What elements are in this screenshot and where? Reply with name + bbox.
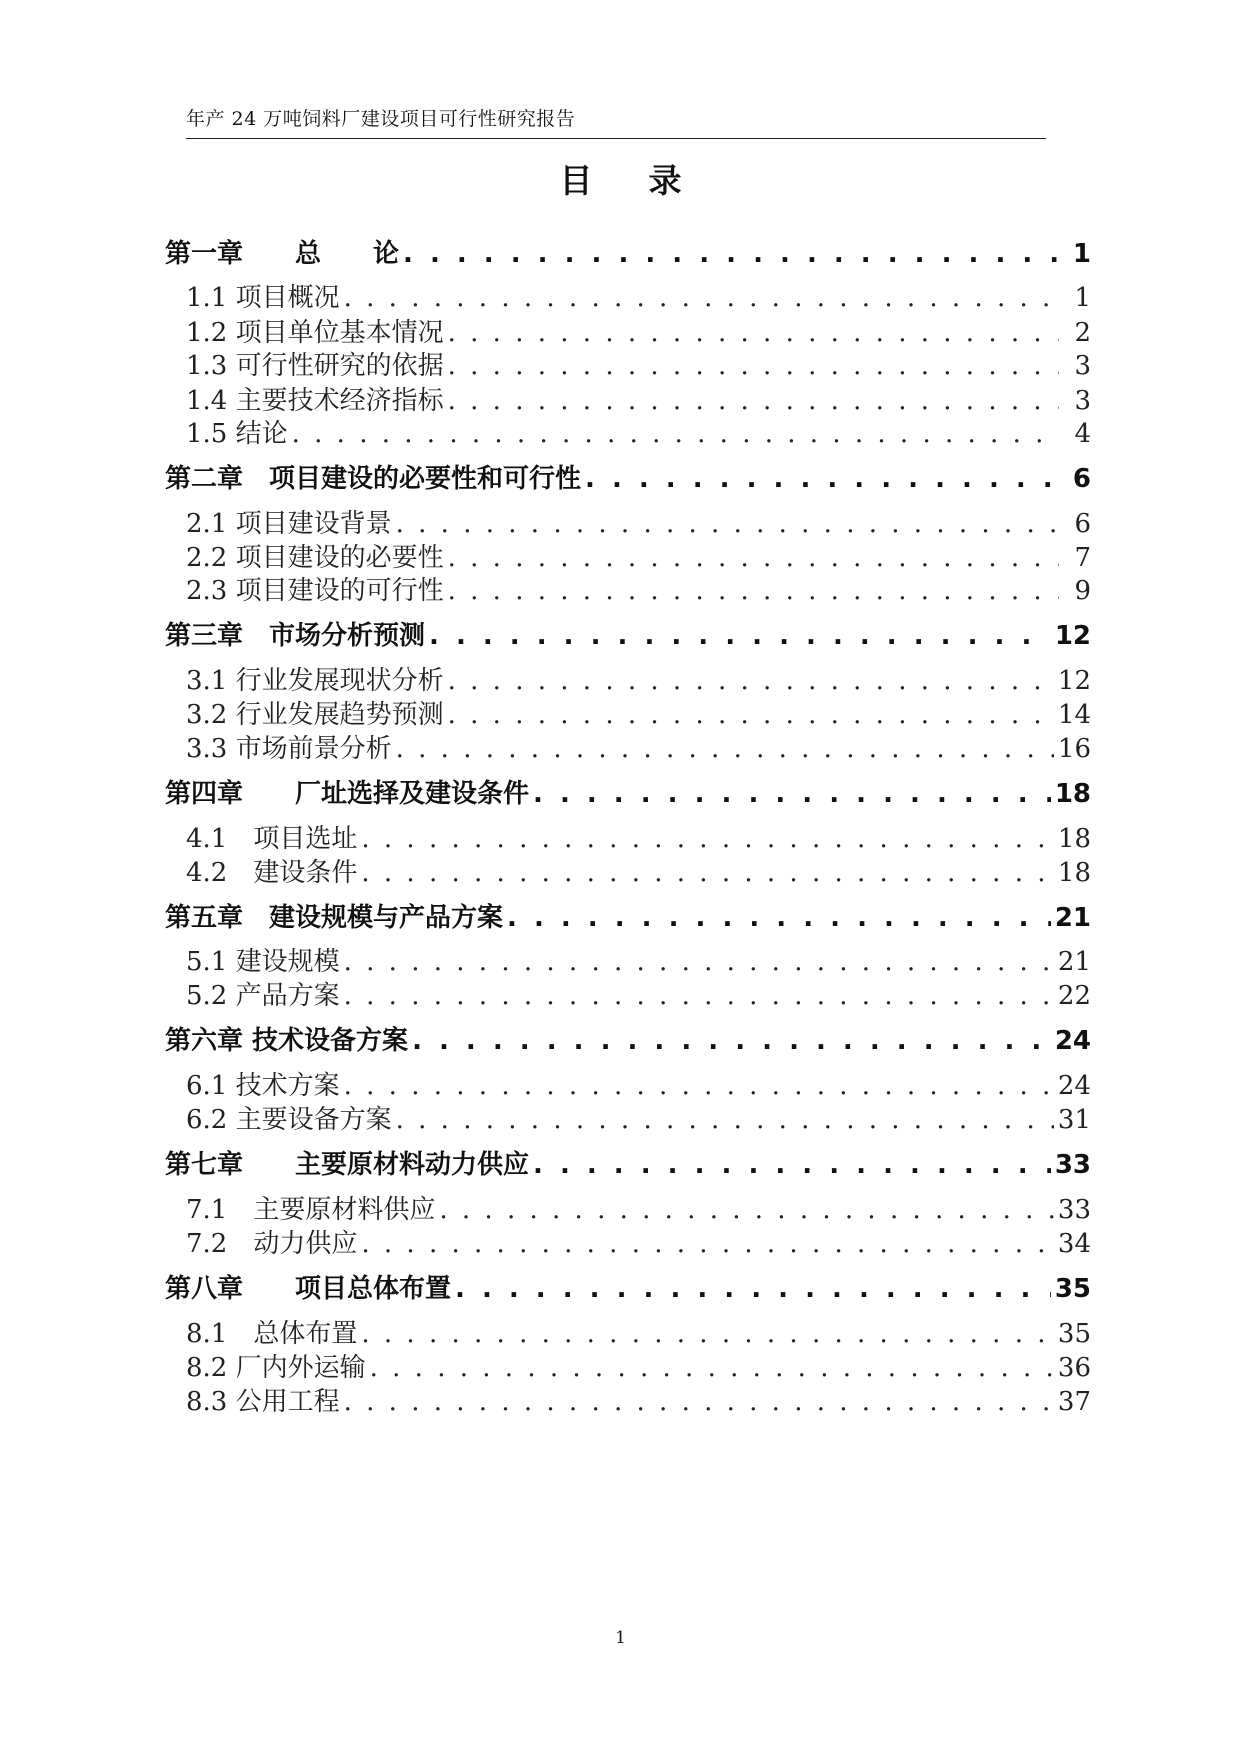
- toc-entry-label: 1.5 结论: [186, 419, 288, 449]
- toc-entry-label: 1.1 项目概况: [186, 283, 340, 313]
- running-header: 年产 24 万吨饲料厂建设项目可行性研究报告: [186, 104, 1046, 139]
- dot-leader: [292, 419, 1059, 449]
- toc-entry-label: 第二章 项目建设的必要性和可行性: [165, 464, 582, 494]
- toc-chapter-entry[interactable]: [165, 1144, 1091, 1182]
- toc-section-entry[interactable]: [186, 537, 1091, 573]
- toc-entry-page: 21: [1054, 903, 1091, 933]
- dot-leader: [396, 509, 1059, 539]
- toc-entry-page: 12: [1057, 666, 1091, 696]
- dot-leader: [361, 1319, 1054, 1349]
- dot-leader: [344, 1071, 1054, 1101]
- toc-entry-label: 7.2 动力供应: [186, 1229, 358, 1259]
- dot-leader: [412, 1026, 1051, 1056]
- toc-section-entry[interactable]: [186, 818, 1091, 854]
- toc-entry-label: 第七章 主要原材料动力供应: [165, 1150, 530, 1180]
- toc-section-entry[interactable]: [186, 312, 1091, 348]
- dot-leader: [448, 318, 1059, 348]
- toc-entry-label: 5.2 产品方案: [186, 981, 340, 1011]
- toc-entry-label: 2.1 项目建设背景: [186, 509, 392, 539]
- dot-leader: [585, 464, 1059, 494]
- dot-leader: [429, 621, 1051, 651]
- toc-entry-page: 3: [1074, 351, 1091, 381]
- toc-section-entry[interactable]: [186, 503, 1091, 539]
- toc-chapter-entry[interactable]: [165, 897, 1091, 935]
- toc-entry-label: 第三章 市场分析预测: [165, 621, 426, 651]
- toc-section-entry[interactable]: [186, 1065, 1091, 1101]
- dot-leader: [396, 1105, 1054, 1135]
- toc-chapter-entry[interactable]: [165, 1268, 1091, 1306]
- toc-entry-page: 21: [1057, 947, 1091, 977]
- toc-entry-page: 6: [1072, 464, 1091, 494]
- toc-entry-label: 3.1 行业发展现状分析: [186, 666, 444, 696]
- dot-leader: [361, 1229, 1054, 1259]
- toc-entry-label: 8.2 厂内外运输: [186, 1353, 366, 1383]
- toc-entry-label: 第六章 技术设备方案: [165, 1026, 409, 1056]
- toc-entry-label: 8.3 公用工程: [186, 1387, 340, 1417]
- toc-entry-label: 6.2 主要设备方案: [186, 1105, 392, 1135]
- toc-entry-page: 31: [1057, 1105, 1091, 1135]
- dot-leader: [448, 666, 1054, 696]
- toc-entry-label: 第四章 厂址选择及建设条件: [165, 779, 530, 809]
- page-number: 1: [615, 1628, 626, 1648]
- toc-entry-page: 3: [1074, 386, 1091, 416]
- toc-section-entry[interactable]: [186, 570, 1091, 606]
- toc-entry-page: 33: [1057, 1195, 1091, 1225]
- dot-leader: [507, 903, 1051, 933]
- toc-entry-page: 4: [1074, 419, 1091, 449]
- toc-entry-page: 33: [1054, 1150, 1091, 1180]
- dot-leader: [344, 1387, 1054, 1417]
- toc-entry-page: 36: [1057, 1353, 1091, 1383]
- dot-leader: [403, 239, 1059, 269]
- toc-entry-label: 6.1 技术方案: [186, 1071, 340, 1101]
- toc-entry-page: 24: [1057, 1071, 1091, 1101]
- toc-chapter-entry[interactable]: [165, 1020, 1091, 1058]
- toc-entry-page: 2: [1074, 318, 1091, 348]
- toc-section-entry[interactable]: [186, 1381, 1091, 1417]
- dot-leader: [448, 386, 1059, 416]
- toc-entry-label: 第五章 建设规模与产品方案: [165, 903, 504, 933]
- dot-leader: [448, 576, 1059, 606]
- toc-entry-page: 24: [1054, 1026, 1091, 1056]
- toc-chapter-entry[interactable]: [165, 773, 1091, 811]
- page-title: 目录: [559, 161, 738, 200]
- toc-section-entry[interactable]: [186, 975, 1091, 1011]
- toc-entry-label: 7.1 主要原材料供应: [186, 1195, 436, 1225]
- toc-section-entry[interactable]: [186, 1223, 1091, 1259]
- dot-leader: [396, 734, 1054, 764]
- dot-leader: [448, 700, 1054, 730]
- toc-entry-page: 35: [1054, 1274, 1091, 1304]
- toc-entry-label: 5.1 建设规模: [186, 947, 340, 977]
- toc-entry-label: 第一章 总 论: [165, 239, 400, 269]
- toc-entry-label: 4.2 建设条件: [186, 858, 358, 888]
- toc-entry-page: 35: [1057, 1319, 1091, 1349]
- dot-leader: [344, 283, 1059, 313]
- toc-entry-label: 8.1 总体布置: [186, 1319, 358, 1349]
- toc-entry-label: 2.3 项目建设的可行性: [186, 576, 444, 606]
- toc-entry-page: 18: [1057, 824, 1091, 854]
- toc-entry-label: 1.3 可行性研究的依据: [186, 351, 444, 381]
- dot-leader: [361, 824, 1054, 854]
- toc-entry-page: 16: [1057, 734, 1091, 764]
- toc-entry-page: 9: [1074, 576, 1091, 606]
- toc-chapter-entry[interactable]: [165, 233, 1091, 271]
- toc-section-entry[interactable]: [186, 1347, 1091, 1383]
- toc-section-entry[interactable]: [186, 694, 1091, 730]
- toc-section-entry[interactable]: [186, 1313, 1091, 1349]
- toc-entry-label: 1.2 项目单位基本情况: [186, 318, 444, 348]
- toc-section-entry[interactable]: [186, 413, 1091, 449]
- dot-leader: [344, 981, 1054, 1011]
- toc-entry-page: 6: [1074, 509, 1091, 539]
- toc-section-entry[interactable]: [186, 277, 1091, 313]
- toc-section-entry[interactable]: [186, 660, 1091, 696]
- toc-section-entry[interactable]: [186, 1099, 1091, 1135]
- toc-entry-page: 1: [1072, 239, 1091, 269]
- dot-leader: [533, 1150, 1051, 1180]
- toc-entry-label: 3.3 市场前景分析: [186, 734, 392, 764]
- toc-entry-page: 12: [1054, 621, 1091, 651]
- toc-entry-label: 1.4 主要技术经济指标: [186, 386, 444, 416]
- toc-chapter-entry[interactable]: [165, 458, 1091, 496]
- toc-entry-label: 3.2 行业发展趋势预测: [186, 700, 444, 730]
- toc-section-entry[interactable]: [186, 380, 1091, 416]
- toc-entry-page: 1: [1074, 283, 1091, 313]
- dot-leader: [370, 1353, 1054, 1383]
- toc-entry-page: 34: [1057, 1229, 1091, 1259]
- toc-section-entry[interactable]: [186, 852, 1091, 888]
- toc-section-entry[interactable]: [186, 941, 1091, 977]
- toc-entry-label: 2.2 项目建设的必要性: [186, 543, 444, 573]
- toc-entry-label: 第八章 项目总体布置: [165, 1274, 452, 1304]
- dot-leader: [439, 1195, 1054, 1225]
- toc-entry-page: 37: [1057, 1387, 1091, 1417]
- toc-entry-page: 14: [1057, 700, 1091, 730]
- dot-leader: [344, 947, 1054, 977]
- toc-section-entry[interactable]: [186, 345, 1091, 381]
- dot-leader: [533, 779, 1051, 809]
- toc-entry-page: 18: [1057, 858, 1091, 888]
- toc-section-entry[interactable]: [186, 1189, 1091, 1225]
- toc-entry-page: 22: [1057, 981, 1091, 1011]
- dot-leader: [448, 543, 1059, 573]
- toc-chapter-entry[interactable]: [165, 615, 1091, 653]
- toc-section-entry[interactable]: [186, 728, 1091, 764]
- toc-entry-page: 7: [1074, 543, 1091, 573]
- toc-entry-label: 4.1 项目选址: [186, 824, 358, 854]
- dot-leader: [448, 351, 1059, 381]
- dot-leader: [455, 1274, 1051, 1304]
- toc-entry-page: 18: [1054, 779, 1091, 809]
- dot-leader: [361, 858, 1054, 888]
